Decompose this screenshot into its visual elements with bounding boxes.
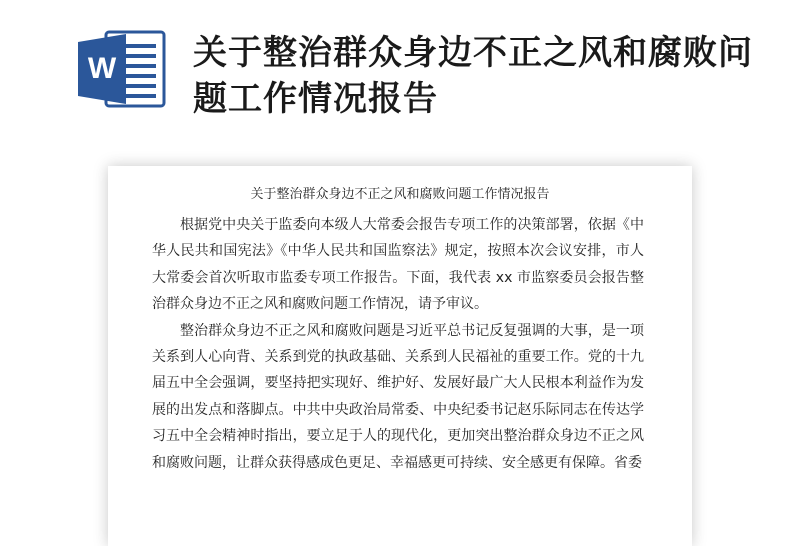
- page-title: 关于整治群众身边不正之风和腐败问题工作情况报告: [193, 33, 753, 119]
- word-document-icon: [76, 28, 168, 110]
- banner: [0, 0, 800, 150]
- word-icon-letter: W: [87, 52, 117, 85]
- document-body: [152, 212, 644, 476]
- document-title: 关于整治群众身边不正之风和腐败问题工作情况报告: [250, 187, 550, 202]
- paragraph: 根据党中央关于监委向本级人大常委会报告专项工作的决策部署，依据《中华人民共和国宪法》《中华人民共和国监察法》规定，按照本次会议安排，市人大常委会首次听取市监委专项工作报告。下面，我代表 xx 市监察委员会报告整治群众身边不正之风和腐败问题工作情况，请予审议。: [152, 217, 644, 313]
- document-page: [112, 168, 688, 538]
- paragraph: 整治群众身边不正之风和腐败问题是习近平总书记反复强调的大事，是一项关系到人心向背、关系到党的执政基础、关系到人民福祉的重要工作。党的十九届五中全会强调，要坚持把实现好、维护好、发展好最广大人民根本利益作为发展的出发点和落脚点。中共中央政治局常委、中央纪委书记赵乐际同志在传达学习五中全会精神时指出，要立足于人的现代化，更加突出整治群众身边不正之风和腐败问题，让群众获得感成色更足、幸福感更可持续、安全感更有保障。省委: [152, 322, 644, 471]
